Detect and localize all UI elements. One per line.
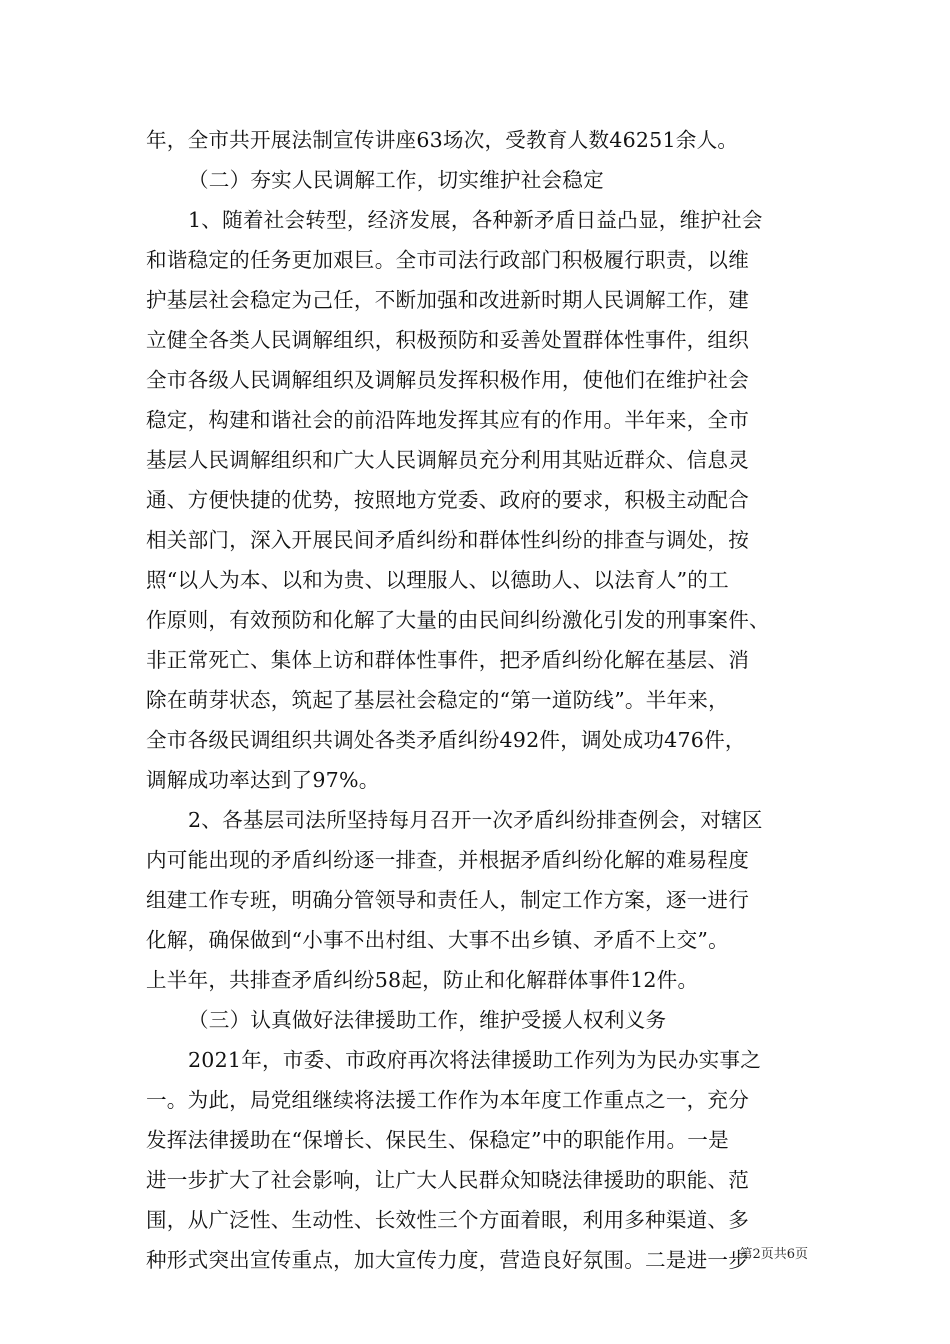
text-line: 除在萌芽状态，筑起了基层社会稳定的“第一道防线”。半年来， — [146, 688, 729, 712]
text-line: 立健全各类人民调解组织，积极预防和妥善处置群体性事件，组织 — [146, 328, 750, 352]
text-line: 和谐稳定的任务更加艰巨。全市司法行政部门积极履行职责，以维 — [146, 248, 750, 272]
text-line: 种形式突出宣传重点，加大宣传力度，营造良好氛围。二是进一步 — [146, 1248, 750, 1272]
text-line: 年，全市共开展法制宣传讲座63场次，受教育人数46251余人。 — [146, 128, 739, 152]
paragraph-start: 2021年，市委、市政府再次将法律援助工作列为为民办实事之 — [188, 1048, 762, 1072]
text-line: 通、方便快捷的优势，按照地方党委、政府的要求，积极主动配合 — [146, 488, 750, 512]
paragraph-start: 1、随着社会转型，经济发展，各种新矛盾日益凸显，维护社会 — [188, 208, 763, 232]
document-body — [146, 120, 808, 1280]
text-line: 护基层社会稳定为己任，不断加强和改进新时期人民调解工作，建 — [146, 288, 750, 312]
text-line: 发挥法律援助在“保增长、保民生、保稳定”中的职能作用。一是 — [146, 1128, 729, 1152]
text-line: 组建工作专班，明确分管领导和责任人，制定工作方案，逐一进行 — [146, 888, 750, 912]
text-line: 一。为此，局党组继续将法援工作作为本年度工作重点之一，充分 — [146, 1088, 750, 1112]
text-line: 调解成功率达到了97%。 — [146, 768, 380, 792]
text-line: 作原则，有效预防和化解了大量的由民间纠纷激化引发的刑事案件、 — [146, 608, 770, 632]
text-line: 上半年，共排查矛盾纠纷58起，防止和化解群体事件12件。 — [146, 968, 699, 992]
text-line: 围，从广泛性、生动性、长效性三个方面着眼，利用多种渠道、多 — [146, 1208, 750, 1232]
paragraph-start: 2、各基层司法所坚持每月召开一次矛盾纠纷排查例会，对辖区 — [188, 808, 763, 832]
text-line: 稳定，构建和谐社会的前沿阵地发挥其应有的作用。半年来，全市 — [146, 408, 750, 432]
text-line: 内可能出现的矛盾纠纷逐一排查，并根据矛盾纠纷化解的难易程度 — [146, 848, 750, 872]
text-line: 全市各级人民调解组织及调解员发挥积极作用，使他们在维护社会 — [146, 368, 750, 392]
text-line: 全市各级民调组织共调处各类矛盾纠纷492件，调处成功476件， — [146, 728, 746, 752]
text-line: 化解，确保做到“小事不出村组、大事不出乡镇、矛盾不上交”。 — [146, 928, 729, 952]
text-line: 进一步扩大了社会影响，让广大人民群众知晓法律援助的职能、范 — [146, 1168, 750, 1192]
text-line: 非正常死亡、集体上访和群体性事件，把矛盾纠纷化解在基层、消 — [146, 648, 750, 672]
text-line: 相关部门，深入开展民间矛盾纠纷和群体性纠纷的排查与调处，按 — [146, 528, 750, 552]
text-line: 照“以人为本、以和为贵、以理服人、以德助人、以法育人”的工 — [146, 568, 729, 592]
page-number: 第2页共6页 — [739, 1247, 808, 1262]
section-heading: （二）夯实人民调解工作，切实维护社会稳定 — [188, 168, 604, 192]
text-line: 基层人民调解组织和广大人民调解员充分利用其贴近群众、信息灵 — [146, 448, 750, 472]
section-heading: （三）认真做好法律援助工作，维护受援人权利义务 — [188, 1008, 667, 1032]
